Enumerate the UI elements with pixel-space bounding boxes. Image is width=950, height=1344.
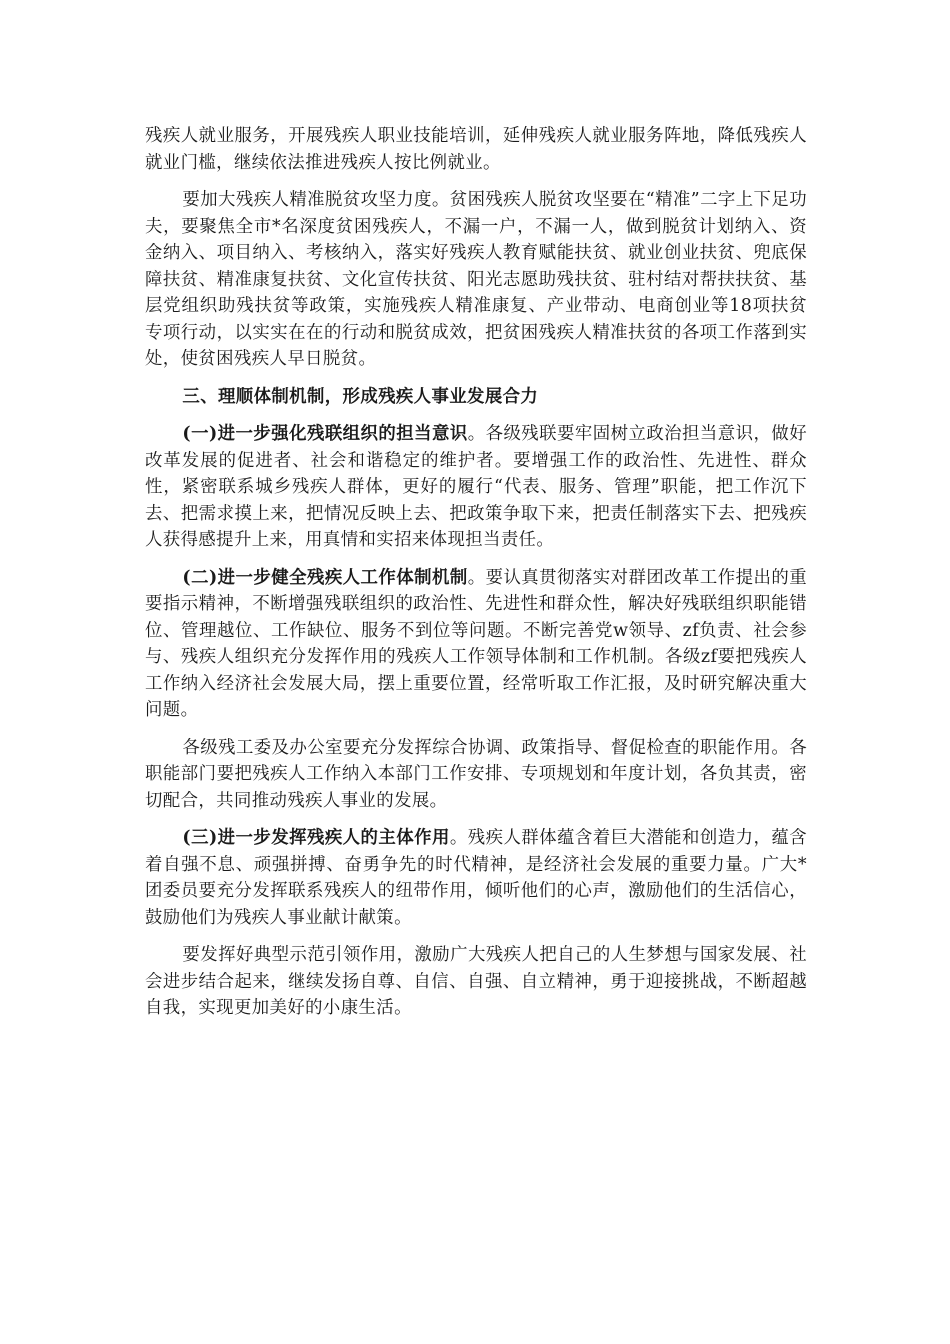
subsection-text: 。各级残联要牢固树立政治担当意识，做好改革发展的促进者、社会和谐稳定的维护者。要增强工作的政治性、先进性、群众性，紧密联系城乡残疾人群体，更好的履行“代表、服务、管理”职能，把工作沉下去、把需求摸上来，把情况反映上去、把政策争取下来，把责任制落实下去、把残疾人获得感提升上来，用真情和实招来体现担当责任。 bbox=[145, 424, 807, 550]
paragraph-text: 要加大残疾人精准脱贫攻坚力度。贫困残疾人脱贫攻坚要在“精准”二字上下足功夫，要聚焦全市*名深度贫困残疾人，不漏一户，不漏一人，做到脱贫计划纳入、资金纳入、项目纳入、考核纳入，落实好残疾人教育赋能扶贫、就业创业扶贫、兜底保障扶贫、精准康复扶贫、文化宣传扶贫、阳光志愿助残扶贫、驻村结对帮扶扶贫、基层党组织助残扶贫等政策，实施残疾人精准康复、产业带动、电商创业等18项扶贫专项行动，以实实在在的行动和脱贫成效，把贫困残疾人精准扶贫的各项工作落到实处，使贫困残疾人早日脱贫。 bbox=[145, 190, 807, 369]
section-heading: 三、理顺体制机制，形成残疾人事业发展合力 bbox=[182, 386, 539, 407]
subsection-text: 。要认真贯彻落实对群团改革工作提出的重要指示精神，不断增强残联组织的政治性、先进性和群众性，解决好残联组织职能错位、管理越位、工作缺位、服务不到位等问题。不断完善党w领导、zf负责、社会参与、残疾人组织充分发挥作用的残疾人工作领导体制和工作机制。各级zf要把残疾人工作纳入经济社会发展大局，摆上重要位置，经常听取工作汇报，及时研究解决重大问题。 bbox=[145, 567, 807, 720]
paragraph-text: 要发挥好典型示范引领作用，激励广大残疾人把自己的人生梦想与国家发展、社会进步结合起来，继续发扬自尊、自信、自强、自立精神，勇于迎接挑战，不断超越自我，实现更加美好的小康生活。 bbox=[145, 945, 807, 1018]
subsection-strengthen-responsibility bbox=[145, 421, 807, 554]
paragraph-role-models bbox=[145, 942, 807, 1022]
paragraph-employment-services bbox=[145, 123, 807, 176]
paragraph-text: 残疾人就业服务，开展残疾人职业技能培训，延伸残疾人就业服务阵地，降低残疾人就业门槛，继续依法推进残疾人按比例就业。 bbox=[145, 126, 807, 173]
subsection-main-role bbox=[145, 825, 807, 931]
subsection-lead: (三)进一步发挥残疾人的主体作用 bbox=[182, 828, 450, 848]
subsection-text: 。残疾人群体蕴含着巨大潜能和创造力，蕴含着自强不息、顽强拼搏、奋勇争先的时代精神，是经济社会发展的重要力量。广大*团委员要充分发挥联系残疾人的纽带作用，倾听他们的心声，激励他们的生活信心，鼓励他们为残疾人事业献计献策。 bbox=[145, 828, 807, 928]
document-page bbox=[145, 123, 807, 1033]
paragraph-coordination bbox=[145, 735, 807, 815]
subsection-lead: (二)进一步健全残疾人工作体制机制 bbox=[182, 567, 468, 588]
paragraph-poverty-alleviation bbox=[145, 187, 807, 373]
subsection-lead: (一)进一步强化残联组织的担当意识 bbox=[182, 424, 468, 444]
subsection-improve-mechanism bbox=[145, 565, 807, 724]
paragraph-text: 各级残工委及办公室要充分发挥综合协调、政策指导、督促检查的职能作用。各职能部门要把残疾人工作纳入本部门工作安排、专项规划和年度计划，各负其责，密切配合，共同推动残疾人事业的发展。 bbox=[145, 737, 807, 811]
